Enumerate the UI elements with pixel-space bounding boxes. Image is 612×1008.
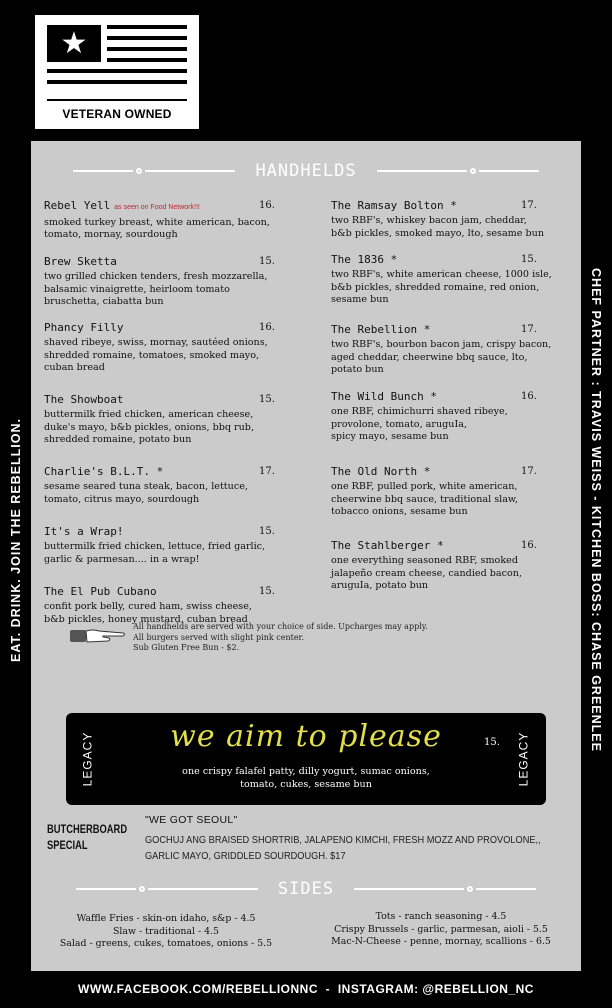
legacy-special-board	[66, 713, 546, 805]
menu-item: It's a Wrap! 15. buttermilk fried chicken, lettuce, fried garlic, garlic & parmesan.... in a wrap!	[44, 525, 275, 565]
menu-item: Charlie's B.L.T. * 17. sesame seared tuna steak, bacon, lettuce, tomato, citrus mayo, sourdough	[44, 465, 275, 505]
sides-title: SIDES	[277, 879, 335, 899]
handhelds-header	[31, 161, 581, 181]
flag-icon	[47, 25, 187, 91]
menu-item: Rebel Yell as seen on Food Network!!! 16. smoked turkey breast, white american, bacon, tomato, mornay, sourdough	[44, 199, 275, 241]
pointing-hand-icon	[69, 627, 127, 645]
legacy-description: one crispy falafel patty, dilly yogurt, sumac onions, tomato, cukes, sesame bun	[182, 766, 430, 790]
menu-item: Phancy Filly 16. shaved ribeye, swiss, mornay, sautéed onions, shredded romaine, tomatoes, smoked mayo, cuban bread	[44, 321, 275, 374]
menu-item: The Rebellion * 17. two RBF's, bourbon bacon jam, crispy bacon, aged cheddar, cheerwine bbq sauce, lto, potato bun	[331, 323, 552, 376]
legacy-label-right: LEGACY	[516, 731, 531, 787]
legacy-tagline: we aim to please	[170, 719, 442, 754]
menu-item: The Stahlberger * 16. one everything seasoned RBF, smoked jalapeño cream cheese, candied bacon, aruguIa, potato bun	[331, 539, 537, 592]
ornament-left-icon	[76, 886, 258, 892]
sides-right-list: Tots - ranch seasoning - 4.5 Crispy Brussels - garlic, parmesan, aioli - 5.5 Mac-N-Cheese - penne, mornay, scallions - 6.5	[331, 911, 551, 948]
ornament-right-icon	[377, 168, 539, 174]
menu-item: The El Pub Cubano 15. confit pork belly, cured ham, swiss cheese, b&b pickles, honey mustard, cuban bread	[44, 585, 275, 625]
star-icon: ★	[47, 25, 101, 62]
menu-item: Brew Sketta 15. two grilled chicken tenders, fresh mozzarella, balsamic vinaigrette, heirloom tomato bruschetta, ciabatta bun	[44, 255, 275, 308]
menu-item: The Wild Bunch * 16. one RBF, chimichurri shaved ribeye, provolone, tomato, aruguIa, spicy mayo, sesame bun	[331, 390, 537, 443]
sides-left-list: Waffle Fries - skin-on idaho, s&p - 4.5 Slaw - traditional - 4.5 Salad - greens, cukes, tomatoes, onions - 5.5	[59, 913, 273, 950]
legacy-price: 15.	[484, 737, 500, 748]
menu-item: The Showboat 15. buttermilk fried chicken, american cheese, duke's mayo, b&b pickles, onions, bbq rub, shredded romaine, potato bun	[44, 393, 275, 446]
menu-item: The 1836 * 15. two RBF's, white american cheese, 1000 isle, b&b pickles, shredded romaine, red onion, sesame bun	[331, 253, 552, 306]
side-credits: CHEF PARTNER : TRAVIS WEISS - KITCHEN BOSS: CHASE GREENLEE	[589, 268, 603, 752]
veteran-owned-label: VETERAN OWNED	[47, 99, 187, 121]
handhelds-title: HANDHELDS	[255, 161, 357, 181]
ornament-right-icon	[354, 886, 536, 892]
handhelds-notice: All handhelds are served with your choice of side. Upcharges may apply. All burgers served with slight pink center. Sub Gluten Free Bun - $2.	[133, 622, 428, 652]
menu-panel	[31, 141, 581, 971]
social-footer: WWW.FACEBOOK.COM/REBELLIONNC - INSTAGRAM: @REBELLION_NC	[78, 982, 534, 996]
legacy-label-left: LEGACY	[80, 731, 95, 787]
menu-item: The Ramsay Bolton * 17. two RBF's, whiskey bacon jam, cheddar, b&b pickles, smoked mayo, lto, sesame bun	[331, 199, 544, 239]
sides-header	[31, 879, 581, 899]
butcherboard-description: GOCHUJ ANG BRAISED SHORTRIB, JALAPENO KIMCHI, FRESH MOZZ AND PROVOLONE,, GARLIC MAYO, GRIDDLED SOURDOUGH. $17	[145, 834, 541, 862]
butcherboard-title: "WE GOT SEOUL"	[145, 814, 238, 826]
menu-item: The Old North * 17. one RBF, pulled pork, white american, cheerwine bbq sauce, traditional slaw, tobacco onions, sesame bun	[331, 465, 537, 518]
butcherboard-label: BUTCHERBOARD SPECIAL	[47, 822, 128, 852]
veteran-owned-badge	[35, 15, 199, 129]
ornament-left-icon	[73, 168, 235, 174]
side-slogan: EAT. DRINK. JOIN THE REBELLION.	[9, 418, 23, 662]
